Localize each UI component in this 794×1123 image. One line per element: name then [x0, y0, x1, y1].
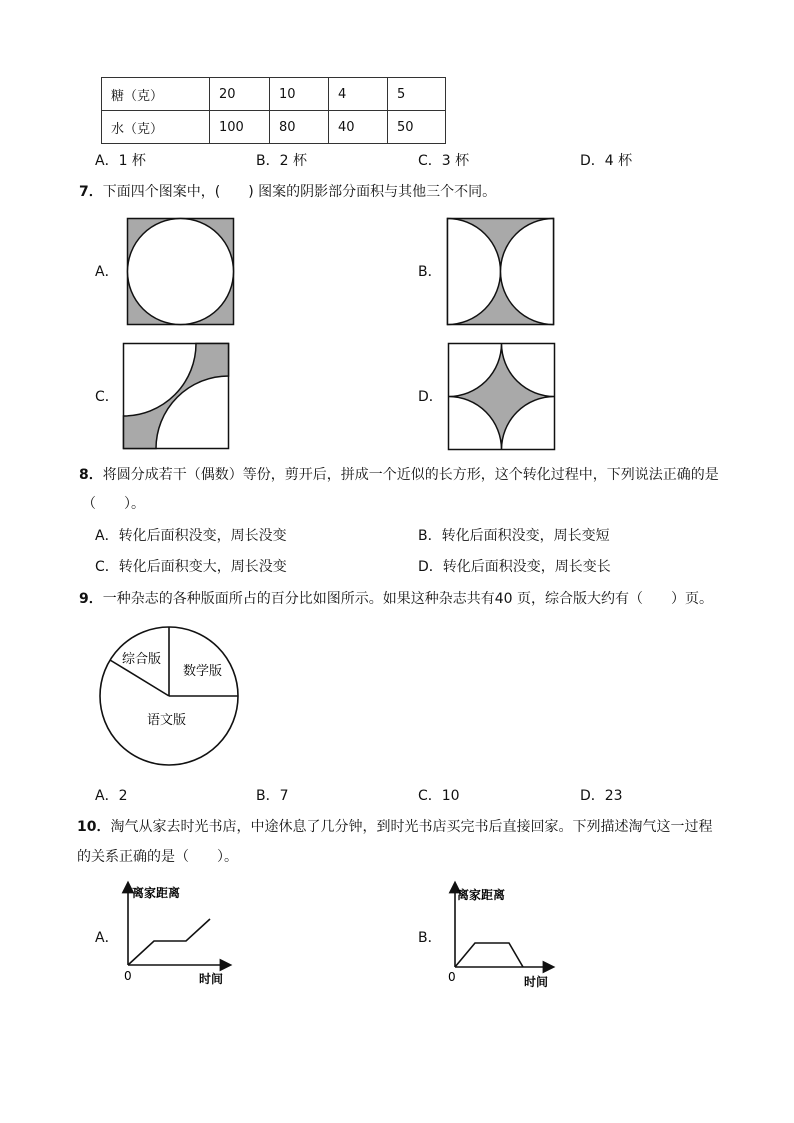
table-cell: 4 [329, 78, 388, 111]
table-cell: 10 [270, 78, 329, 111]
table-row [102, 111, 446, 144]
q7-label-a[interactable]: A． [95, 264, 119, 280]
question-number: 7． [79, 184, 103, 200]
q8-option-b[interactable]: B．转化后面积没变，周长变短 [418, 528, 610, 544]
q8-option-c[interactable]: C．转化后面积变大，周长没变 [95, 559, 287, 575]
table-cell: 100 [210, 111, 270, 144]
table-cell: 20 [210, 78, 270, 111]
sugar-water-table [101, 77, 446, 144]
q9-option-a[interactable]: A．2 [95, 788, 128, 804]
y-axis-label: 离家距离 [132, 886, 181, 900]
pie-label-zonghe: 综合版 [122, 652, 162, 667]
q7-label-b[interactable]: B． [418, 264, 442, 280]
graph-b-distance-time [445, 883, 560, 991]
q6-option-a[interactable]: A．1 杯 [95, 153, 146, 169]
q10-label-b[interactable]: B． [418, 930, 442, 946]
origin-label: 0 [448, 970, 456, 984]
question-number: 9． [79, 591, 103, 607]
y-axis-label: 离家距离 [457, 888, 506, 902]
pie-label-yuwen: 语文版 [147, 713, 187, 728]
row-label: 水（克） [102, 111, 210, 144]
figure-c-two-quarter-circles [123, 343, 229, 449]
distance-line [128, 919, 210, 965]
question-text: 淘气从家去时光书店，中途休息了几分钟，到时光书店买完书后直接回家。下列描述淘气这一过程 [110, 819, 713, 835]
q9-option-b[interactable]: B．7 [256, 788, 289, 804]
question-text: 一种杂志的各种版面所占的百分比如图所示。如果这种杂志共有40 页，综合版大约有（ ）页。 [102, 591, 714, 607]
x-axis-label: 时间 [524, 975, 549, 989]
figure-b-two-semicircles [447, 218, 554, 325]
table-cell: 50 [388, 111, 446, 144]
q10-label-a[interactable]: A． [95, 930, 119, 946]
origin-label: 0 [124, 969, 132, 983]
inner-circle [128, 219, 234, 325]
question-number: 8． [79, 467, 103, 483]
table-cell: 80 [270, 111, 329, 144]
q8-question [79, 465, 719, 485]
q8-option-a[interactable]: A．转化后面积没变，周长没变 [95, 528, 287, 544]
q8-option-d[interactable]: D．转化后面积没变，周长变长 [418, 559, 611, 575]
q9-option-d[interactable]: D．23 [580, 788, 623, 804]
q7-label-d[interactable]: D． [418, 389, 443, 405]
q6-option-c[interactable]: C．3 杯 [418, 153, 470, 169]
pie-label-shuxue: 数学版 [183, 664, 223, 679]
question-text: 下面四个图案中，( ) 图案的阴影部分面积与其他三个不同。 [102, 184, 497, 200]
q7-question [79, 182, 496, 202]
q8-question-cont: （ ）。 [82, 496, 145, 512]
figure-a-circle-in-square [127, 218, 234, 325]
q7-label-c[interactable]: C． [95, 389, 119, 405]
distance-line [455, 943, 523, 967]
row-label: 糖（克） [102, 78, 210, 111]
figure-d-four-quarter-circles [448, 343, 555, 450]
graph-a-distance-time [118, 883, 233, 988]
q10-question [77, 817, 712, 837]
q6-option-b[interactable]: B．2 杯 [256, 153, 307, 169]
q9-question [79, 589, 713, 609]
x-axis-label: 时间 [199, 972, 224, 986]
table-row [102, 78, 446, 111]
question-number: 10． [77, 819, 111, 835]
magazine-pie-chart [99, 627, 241, 769]
q6-option-d[interactable]: D．4 杯 [580, 153, 633, 169]
q10-question-cont: 的关系正确的是（ ）。 [77, 849, 238, 865]
table-cell: 40 [329, 111, 388, 144]
q9-option-c[interactable]: C．10 [418, 788, 460, 804]
question-text: 将圆分成若干（偶数）等份，剪开后，拼成一个近似的长方形，这个转化过程中，下列说法正确的是 [102, 467, 719, 483]
table-cell: 5 [388, 78, 446, 111]
